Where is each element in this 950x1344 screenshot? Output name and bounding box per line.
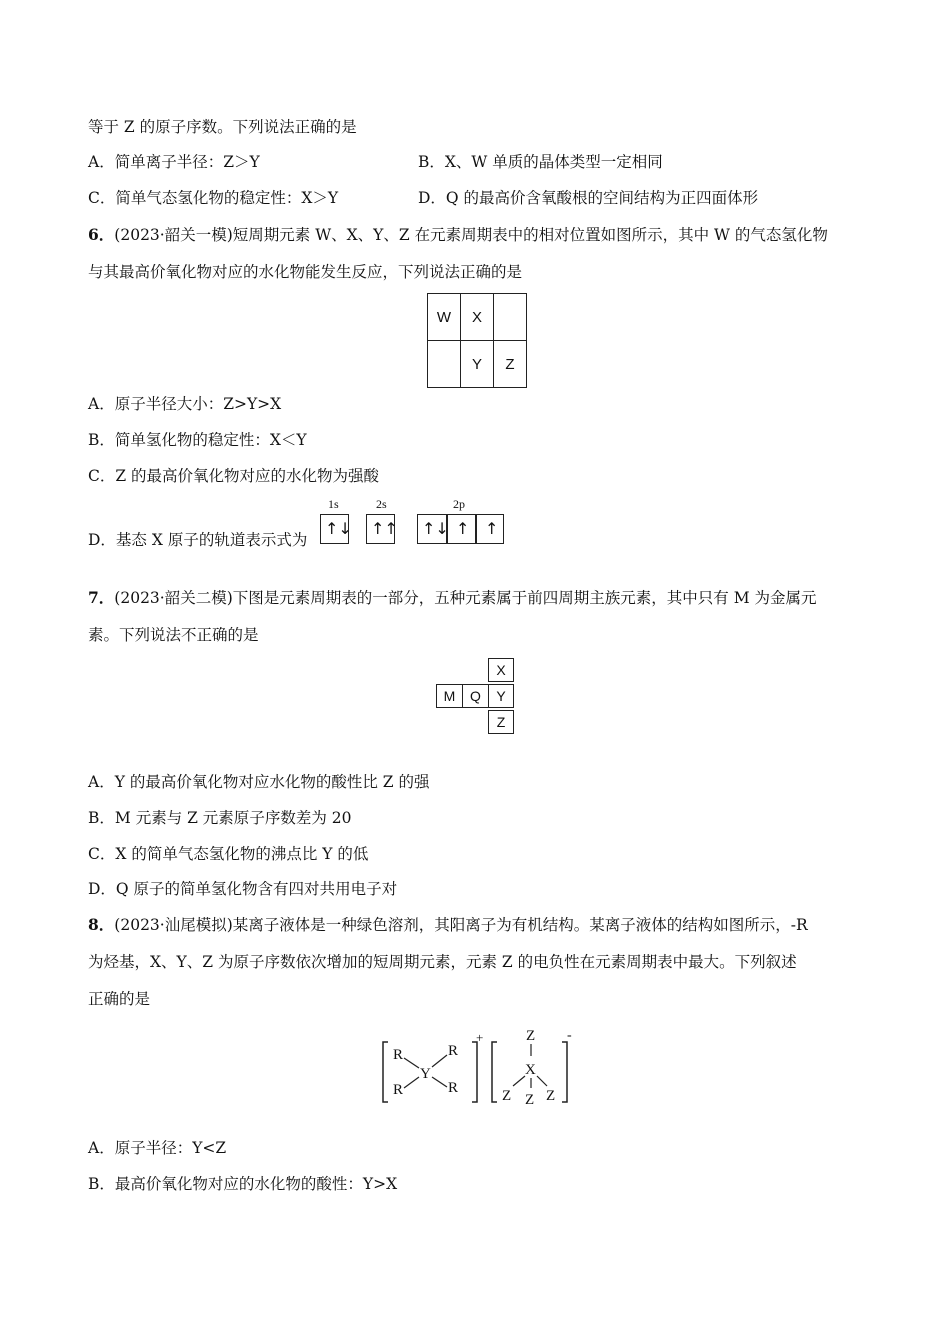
- q6-periodic-table: [427, 293, 527, 388]
- q7-option-a: A．Y 的最高价氧化物对应水化物的酸性比 Z 的强: [88, 773, 430, 791]
- cation-right-bracket: [472, 1042, 477, 1102]
- q6-option-d: D．基态 X 原子的轨道表示式为: [88, 531, 308, 549]
- q8-stem-line3: 正确的是: [88, 990, 151, 1008]
- orbital-arrows-2pz: ↑: [485, 519, 499, 538]
- q6-stem-line2: 与其最高价氧化物对应的水化物能发生反应，下列说法正确的是: [88, 263, 523, 281]
- cation-r-top-left: R: [393, 1047, 404, 1063]
- q5-stem-end: 等于 Z 的原子序数。下列说法正确的是: [88, 118, 357, 136]
- q5-option-c: C．简单气态氢化物的稳定性：X＞Y: [88, 189, 339, 207]
- q8-number: 8．: [88, 915, 115, 934]
- anion-z-left: Z: [502, 1088, 512, 1104]
- q7-number: 7．: [88, 588, 115, 607]
- q6-cell-empty-1: [494, 294, 527, 341]
- q6-stem-text1: (2023·韶关一模)短周期元素 W、X、Y、Z 在元素周期表中的相对位置如图所示，其中 W 的气态氢化物: [114, 226, 828, 244]
- q6-cell-empty-2: [428, 341, 461, 388]
- q8-ionic-liquid-structure: [375, 1022, 585, 1108]
- q7-cell-m: M: [436, 684, 463, 708]
- q7-stem-text1: (2023·韶关二模)下图是元素周期表的一部分，五种元素属于前四周期主族元素，其中只有 M 为金属元: [114, 589, 817, 607]
- q7-cell-z: Z: [488, 710, 514, 734]
- anion-z-right: Z: [546, 1088, 556, 1104]
- q7-stem-line2: 素。下列说法不正确的是: [88, 626, 259, 644]
- q7-option-b: B．M 元素与 Z 元素原子序数差为 20: [88, 809, 352, 827]
- q7-option-c: C．X 的简单气态氢化物的沸点比 Y 的低: [88, 845, 369, 863]
- q6-option-b: B．简单氢化物的稳定性：X＜Y: [88, 431, 307, 449]
- q6-cell-z: Z: [494, 341, 527, 388]
- q6-stem-line1: [88, 224, 828, 246]
- q6-option-c: C．Z 的最高价氧化物对应的水化物为强酸: [88, 467, 380, 485]
- orbital-arrows-2s: ↑↑: [371, 519, 398, 538]
- orbital-divider-2: [475, 514, 477, 544]
- anion-z-top: Z: [526, 1028, 536, 1044]
- q7-cell-x: X: [488, 658, 514, 682]
- q6-cell-w: W: [428, 294, 461, 341]
- q5-option-b: B．X、W 单质的晶体类型一定相同: [418, 153, 663, 171]
- anion-center-x: X: [525, 1062, 536, 1078]
- anion-charge: -: [567, 1028, 572, 1043]
- anion-right-bracket: [562, 1042, 567, 1102]
- q8-stem-line1: [88, 914, 808, 936]
- orbital-arrows-2px: ↑↓: [422, 519, 449, 538]
- q5-option-d: D．Q 的最高价含氧酸根的空间结构为正四面体形: [418, 189, 759, 207]
- cation-r-bottom-left: R: [393, 1082, 404, 1098]
- q7-cell-q: Q: [462, 684, 489, 708]
- orbital-arrows-1s: ↑↓: [325, 519, 352, 538]
- cation-center-y: Y: [420, 1066, 431, 1082]
- cation-r-top-right: R: [448, 1043, 459, 1059]
- orbital-label-2s: 2s: [376, 497, 387, 511]
- q8-option-a: A．原子半径：Y<Z: [88, 1139, 227, 1157]
- anion-z-bottom: Z: [525, 1092, 535, 1108]
- q6-number: 6．: [88, 225, 115, 244]
- q8-stem-text1: (2023·汕尾模拟)某离子液体是一种绿色溶剂，其阳离子为有机结构。某离子液体的结构如图所示，-R: [114, 916, 808, 934]
- q8-option-b: B．最高价氧化物对应的水化物的酸性：Y>X: [88, 1175, 398, 1193]
- q6-cell-y: Y: [461, 341, 494, 388]
- q5-option-a: A．简单离子半径：Z＞Y: [88, 153, 260, 171]
- q7-option-d: D．Q 原子的简单氢化物含有四对共用电子对: [88, 880, 398, 898]
- q7-stem-line1: [88, 587, 817, 609]
- q6-option-a: A．原子半径大小：Z>Y>X: [88, 395, 282, 413]
- q6-cell-x: X: [461, 294, 494, 341]
- q8-stem-line2: 为烃基，X、Y、Z 为原子序数依次增加的短周期元素，元素 Z 的电负性在元素周期表中最大。下列叙述: [88, 953, 797, 971]
- orbital-label-1s: 1s: [328, 497, 339, 511]
- cation-r-bottom-right: R: [448, 1080, 459, 1096]
- orbital-arrows-2py: ↑: [456, 519, 470, 538]
- cation-left-bracket: [383, 1042, 388, 1102]
- cation-charge: +: [476, 1030, 484, 1045]
- orbital-label-2p: 2p: [453, 497, 465, 511]
- q7-cell-y: Y: [488, 684, 514, 708]
- anion-left-bracket: [492, 1042, 497, 1102]
